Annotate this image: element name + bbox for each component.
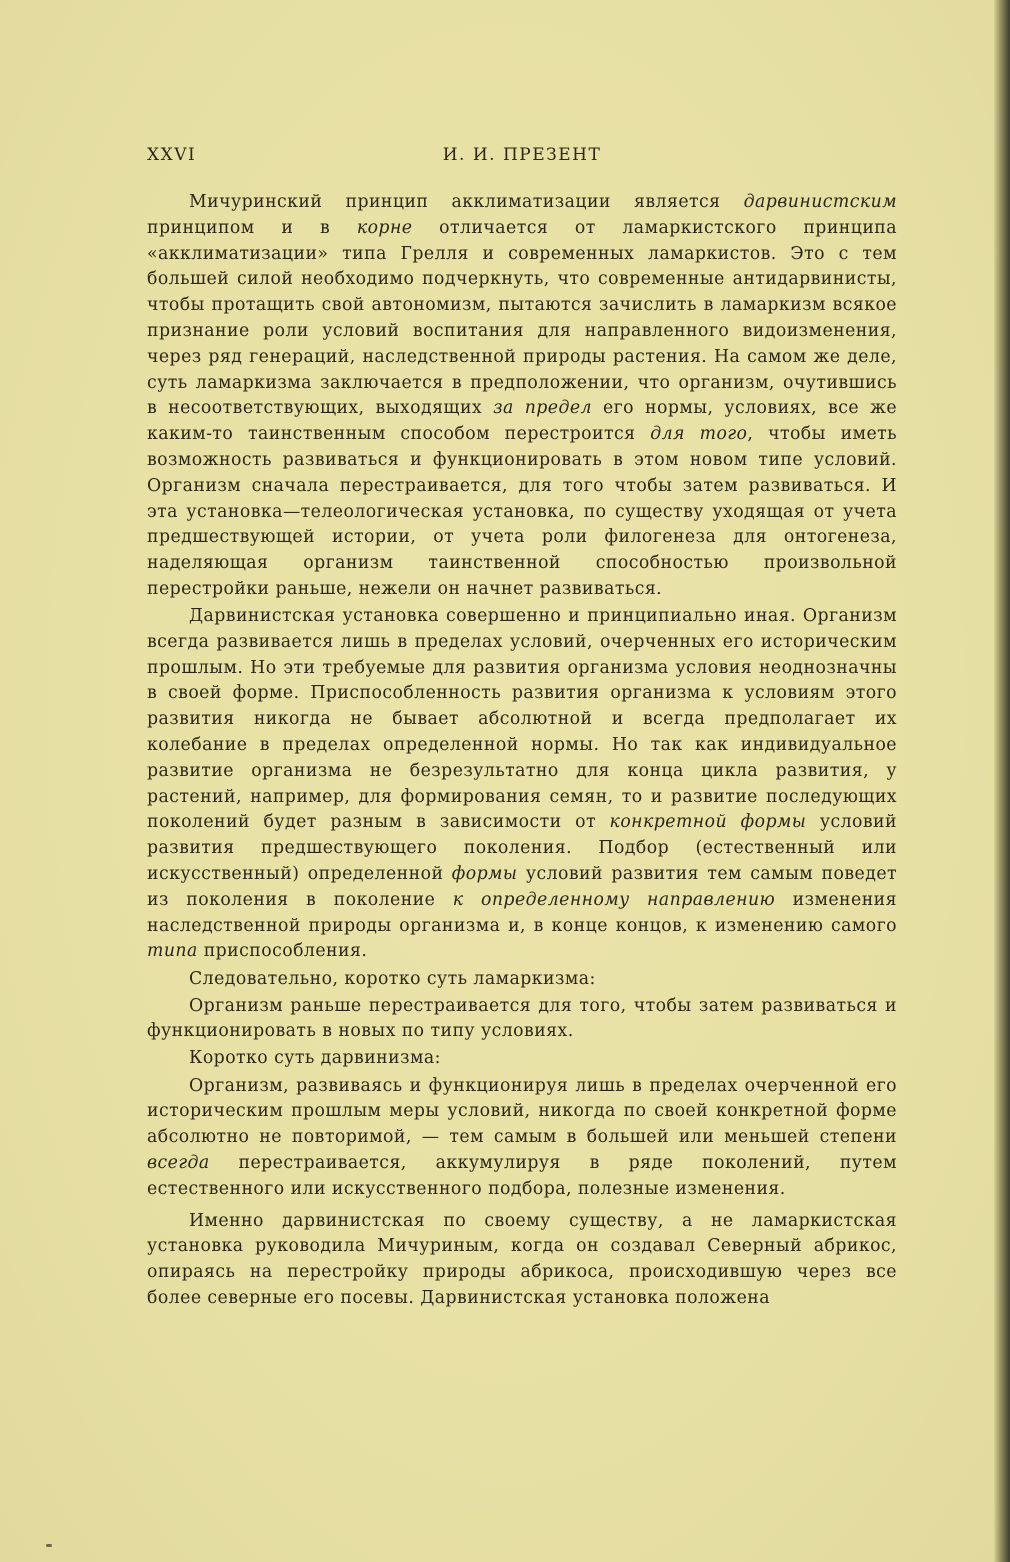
paragraph: [147, 1046, 897, 1072]
italic-emphasis: дарвинистским: [743, 192, 897, 212]
page-number: XXVI: [147, 145, 197, 165]
italic-emphasis: корне: [356, 217, 413, 238]
text-run: Дарвинистская установка совершенно и принципиально иная. Организм всегда развивается лишь в пределах условий, очерченных его историческим прошлым. Но эти требуемые для развития организма условия неоднозначны в своей форме. Приспособленность развития организма к условиям этого развития никогда не бывает абсолютной и всегда предполагает их колебание в пределах определенной нормы. Но так как индивидуальное развитие организма не безрезультатно для конца цикла развития, у растений, например, для формирования семян, то и развитие последующих поколений будет разным в зависимости от: [147, 606, 897, 833]
italic-emphasis: типа: [147, 941, 198, 962]
text-run: , чтобы иметь возможность развиваться и функционировать в этом новом типе условий. Организм сначала перестраивается, для того чтобы затем развиваться. И эта установка—телеологическая установка, по существу уходящая от учета предшествующей истории, от учета роли филогенеза для онтогенеза, наделяющая организм таинственной способностью произвольной перестройки раньше, нежели он начнет развиваться.: [147, 424, 897, 599]
running-header: [147, 145, 897, 169]
text-run: изменения наследственной природы организма и, в конце концов, к изменению самого: [147, 889, 897, 936]
text-run: условий развития предшествующего поколения. Подбор (естественный или искусственный) определенной: [147, 812, 897, 885]
text-run: Именно дарвинистская по своему существу, а не ламаркистская установка руководила Мичуриным, когда он создавал Северный абрикос, опираясь на перестройку природы абрикоса, происходившую через все более северные его посевы. Дарвинистская установка положена: [147, 1210, 897, 1308]
text-run: Организм раньше перестраивается для того, чтобы затем развиваться и функционировать в новых по типу условиях.: [147, 995, 897, 1042]
text-run: принципом и в: [147, 217, 357, 238]
paragraph: [147, 994, 897, 1046]
paragraph: [147, 1209, 897, 1312]
paragraph: [147, 1074, 897, 1203]
running-head-author: И. И. ПРЕЗЕНТ: [442, 145, 602, 165]
italic-emphasis: конкретной формы: [609, 812, 807, 833]
italic-emphasis: формы: [451, 864, 518, 885]
text-run: Коротко суть дарвинизма:: [189, 1048, 441, 1069]
text-run: его нормы, условиях, все же каким-то таинственным способом перестроится: [147, 398, 897, 445]
italic-emphasis: всегда: [147, 1152, 210, 1173]
italic-emphasis: к определенному направлению: [452, 889, 776, 910]
page-edge-shadow: [994, 0, 1010, 1562]
paragraph: [147, 604, 897, 965]
italic-emphasis: за предел: [493, 398, 593, 419]
text-run: перестраивается, аккумулируя в ряде поколений, путем естественного или искусственного подбора, полезные изменения.: [147, 1152, 897, 1199]
body-text: [147, 190, 897, 1313]
text-run: приспособления.: [197, 941, 368, 962]
italic-emphasis: для того: [650, 424, 748, 445]
paragraph: [147, 190, 897, 603]
text-run: условий развития тем самым поведет из поколения в поколение: [147, 864, 898, 910]
text-run: Организм, развиваясь и функционируя лишь в пределах очерченной его историческим прошлым меры условий, никогда по своей конкретной форме абсолютно не повторимой, — тем самым в большей или меньшей степени: [147, 1075, 897, 1148]
text-run: Следовательно, коротко суть ламаркизма:: [189, 968, 596, 989]
text-run: Мичуринский принцип акклиматизации является: [189, 192, 744, 212]
paragraph: [147, 967, 897, 993]
scan-speck: [46, 1544, 52, 1547]
text-run: отличается от ламаркистского принципа «акклиматизации» типа Грелля и современных ламаркистов. Это с тем большей силой необходимо подчеркнуть, что современные антидарвинисты, чтобы протащить свой автономизм, пытаются зачислить в ламаркизм всякое признание роли условий воспитания для направленного видоизменения, через ряд генераций, наследственной природы растения. На самом же деле, суть ламаркизма заключается в предположении, что организм, очутившись в несоответствующих, выходящих: [147, 217, 898, 419]
